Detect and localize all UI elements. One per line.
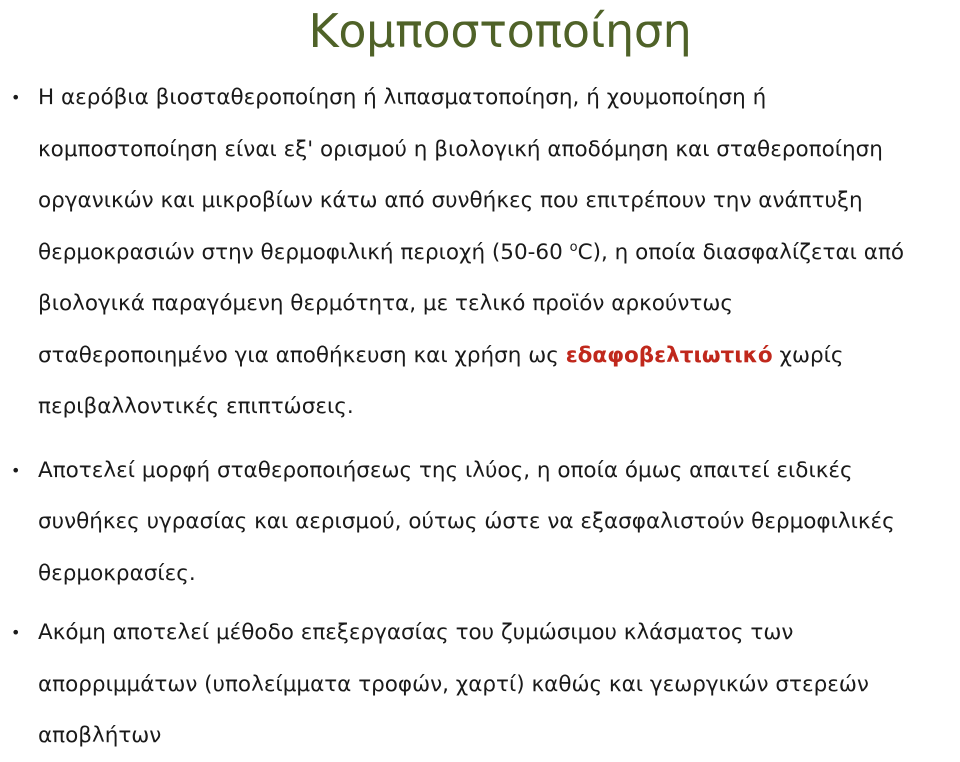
slide-title: Κομποστοποίηση: [308, 4, 692, 58]
bullet-text-line: Ακόμη αποτελεί μέθοδο επεξεργασίας του ζυμώσιμου κλάσματος των: [38, 620, 794, 645]
bullet-dot-icon: •: [11, 623, 21, 642]
bullet-text-line: θερμοκρασίες.: [38, 560, 196, 586]
bullet-text-line: οργανικών και μικροβίων κάτω από συνθήκες που επιτρέπουν την ανάπτυξη: [38, 188, 863, 213]
bullet-item-composting-definition: [0, 72, 960, 433]
bullet-text-line: κομποστοποίηση είναι εξ' ορισμού η βιολογική αποδόμηση και σταθεροποίηση: [38, 136, 883, 162]
text-segment: σταθεροποιημένο για αποθήκευση και χρήση ως: [38, 342, 566, 368]
superscript-degree: ο: [569, 239, 578, 255]
bullet-dot-icon: •: [11, 460, 21, 480]
bullet-text-line: αποβλήτων: [38, 723, 162, 748]
bullet-item-sludge-stabilization: [0, 445, 960, 600]
text-segment: C), η οποία διασφαλίζεται από: [577, 239, 905, 265]
bullet-text-line: απορριμμάτων (υπολείμματα τροφών, χαρτί) καθώς και γεωργικών στερεών: [38, 671, 869, 697]
text-segment: θερμοκρασιών στην θερμοφιλική περιοχή (50-60: [38, 239, 570, 265]
bullet-text-line: [38, 330, 952, 382]
highlighted-term: εδαφοβελτιωτικό: [565, 342, 773, 368]
bullet-dot-icon: •: [11, 88, 21, 107]
bullet-text-line: περιβαλλοντικές επιπτώσεις.: [38, 394, 354, 419]
bullet-text-line: Αποτελεί μορφή σταθεροποιήσεως της ιλύος, η οποία όμως απαιτεί ειδικές: [38, 457, 853, 483]
bullet-text-line: βιολογικά παραγόμενη θερμότητα, με τελικό προϊόν αρκούντως: [38, 291, 733, 316]
bullet-item-waste-processing: [0, 607, 960, 762]
bullet-text-line: συνθήκες υγρασίας και αερισμού, ούτως ώστε να εξασφαλιστούν θερμοφιλικές: [38, 509, 895, 534]
bullet-list: [0, 72, 960, 762]
text-segment: χωρίς: [772, 342, 844, 368]
bullet-text-line: [38, 227, 952, 279]
bullet-text-line: Η αερόβια βιοσταθεροποίηση ή λιπασματοποίηση, ή χουμοποίηση ή: [38, 85, 767, 110]
